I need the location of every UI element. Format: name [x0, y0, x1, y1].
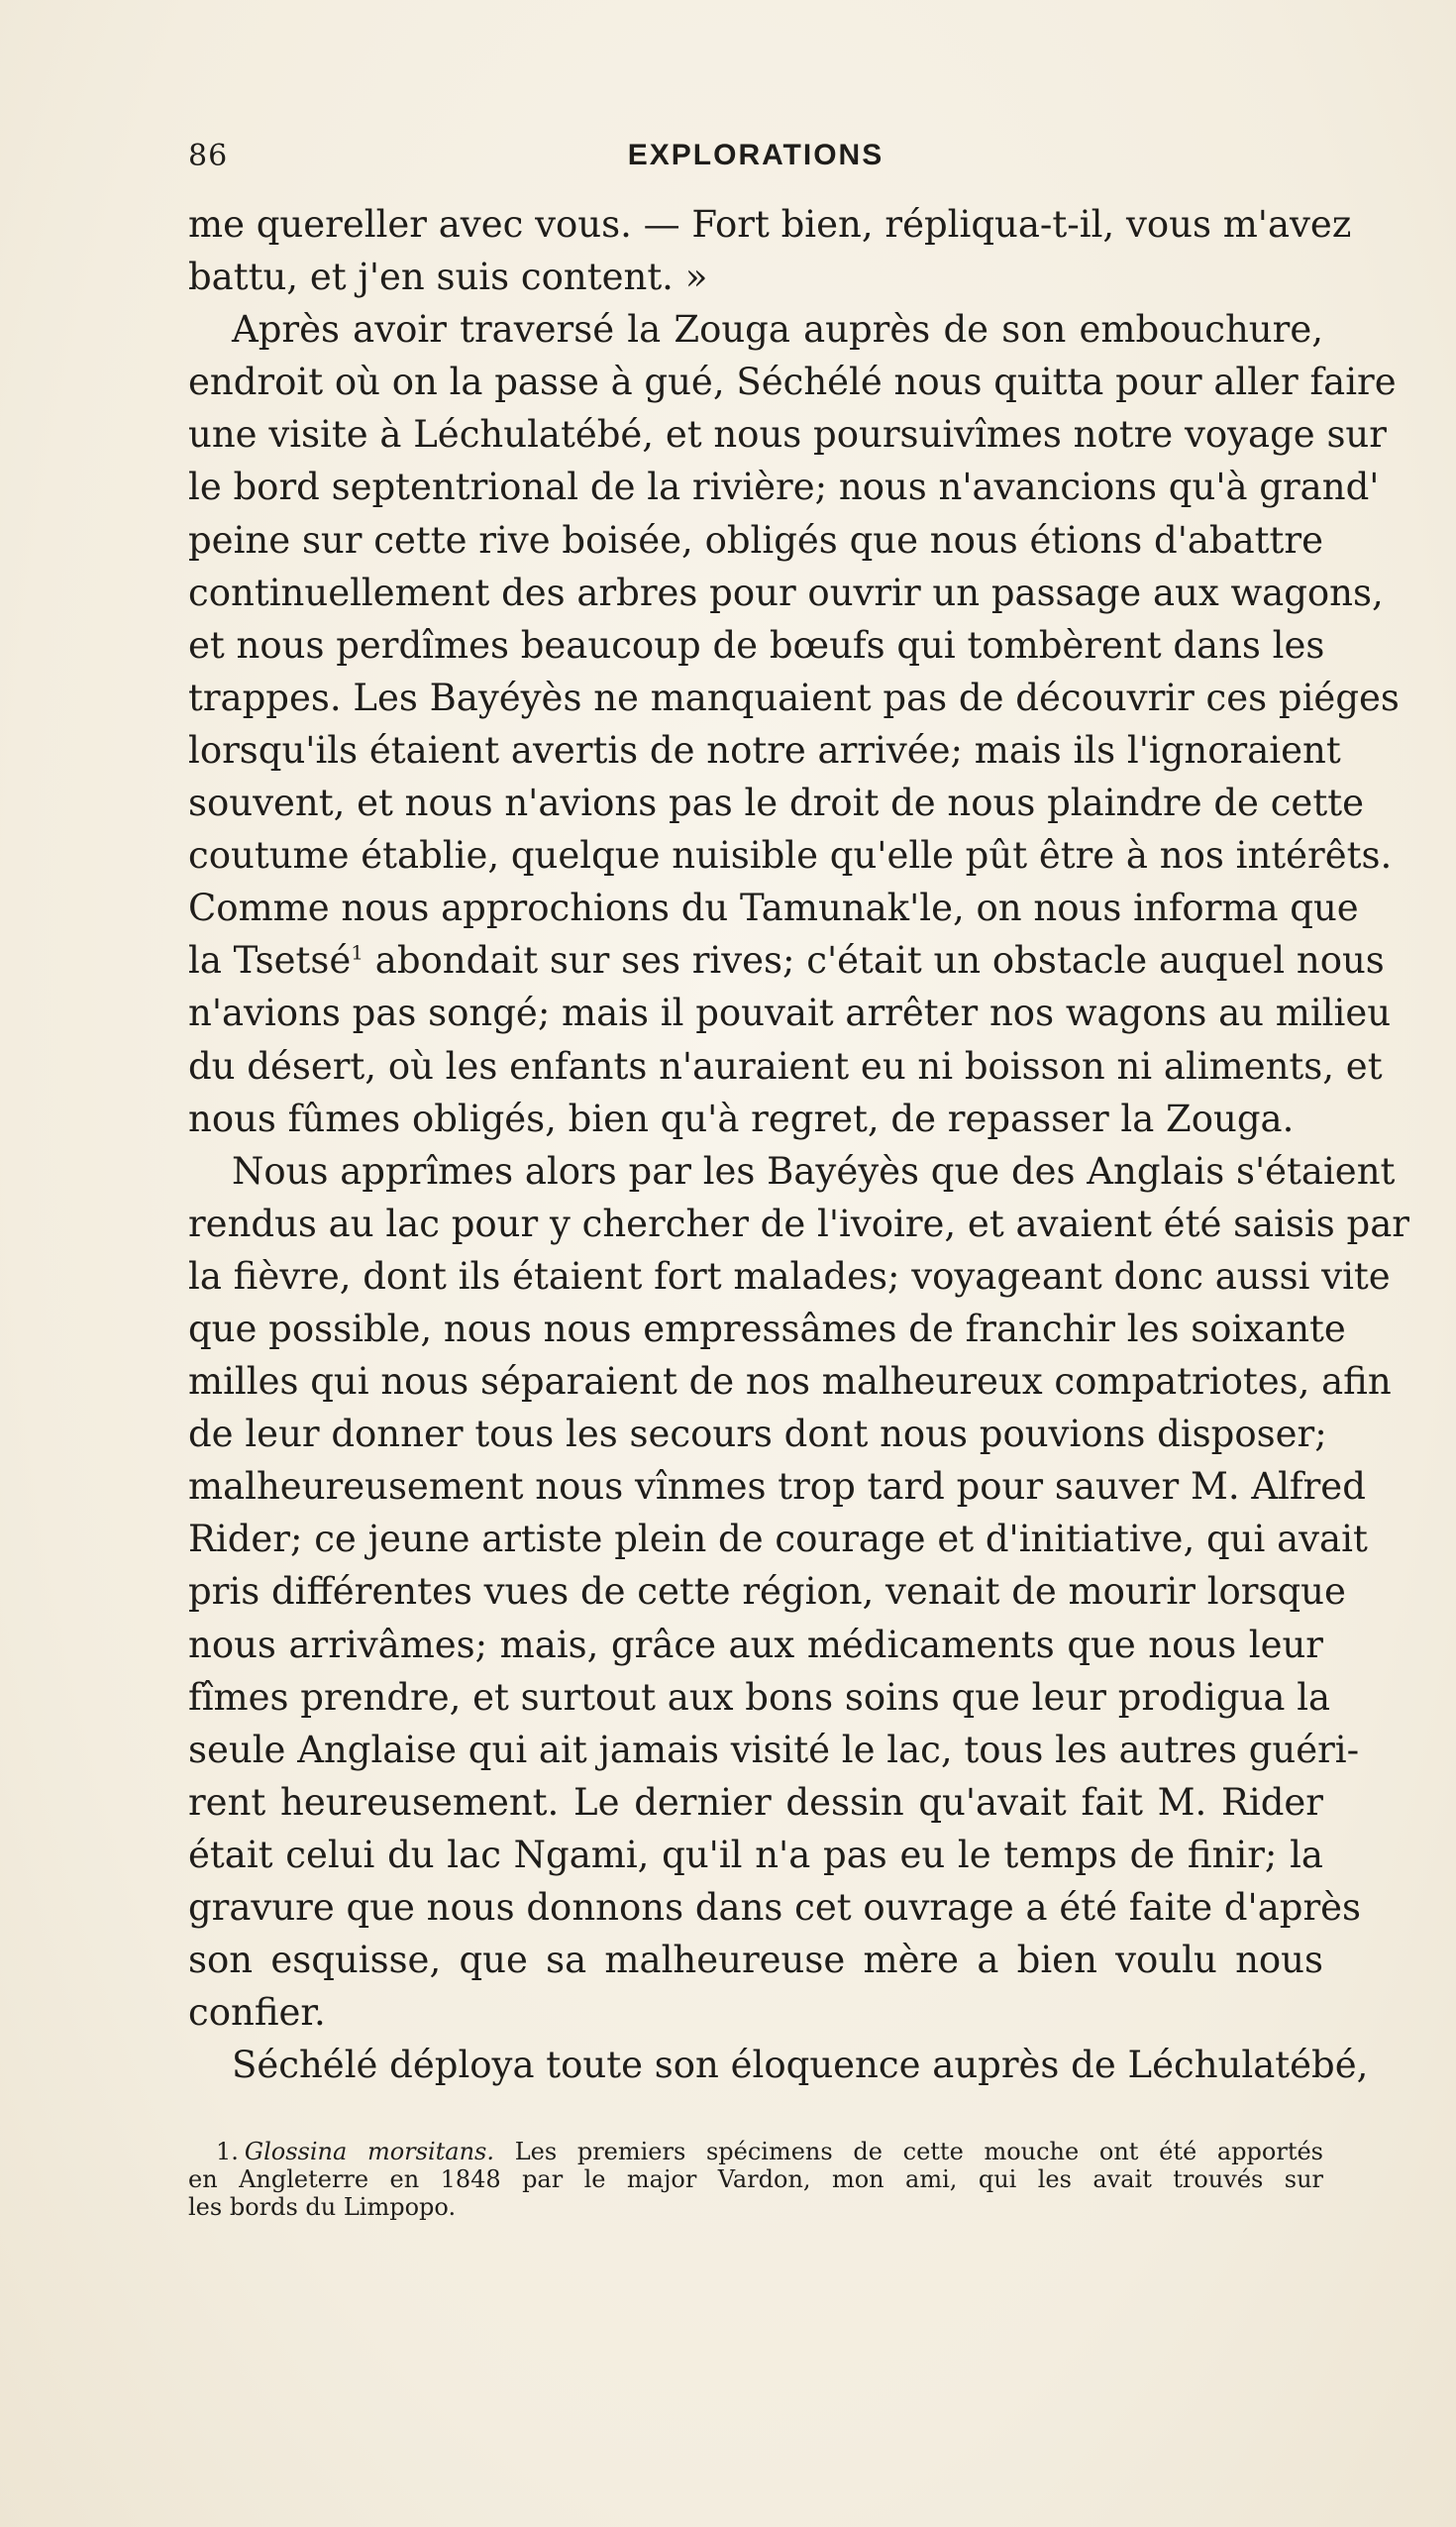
body-text — [188, 198, 1409, 2091]
text-line: confier. — [188, 1991, 326, 2035]
text-line: coutume établie, quelque nuisible qu'elle pût être à nos intérêts. — [188, 834, 1393, 878]
text-line: nous arrivâmes; mais, grâce aux médicaments que nous leur — [188, 1623, 1323, 1666]
text-line: souvent, et nous n'avions pas le droit de nous plaindre de cette — [188, 782, 1364, 825]
footnote-text: Les premiers spécimens de cette mouche ont été apportés — [514, 2138, 1323, 2165]
text-line: battu, et j'en suis content. » — [188, 256, 708, 299]
footnote-line: les bords du Limpopo. — [188, 2193, 457, 2221]
footnote-reference: 1 — [351, 940, 364, 965]
page-number: 86 — [188, 139, 229, 173]
text-line: que possible, nous nous empressâmes de franchir les soixante — [188, 1307, 1346, 1350]
text-line: la fièvre, dont ils étaient fort malades; voyageant donc aussi vite — [188, 1254, 1391, 1298]
text-line: continuellement des arbres pour ouvrir un passage aux wagons, — [188, 571, 1384, 614]
text-line: n'avions pas songé; mais il pouvait arrêter nos wagons au milieu — [188, 992, 1392, 1035]
text-line: une visite à Léchulatébé, et nous poursuivîmes notre voyage sur — [188, 413, 1387, 457]
page-header — [188, 139, 1323, 178]
text-line: malheureusement nous vînmes trop tard pour sauver M. Alfred — [188, 1465, 1366, 1509]
text-line: du désert, où les enfants n'auraient eu ni boisson ni aliments, et — [188, 1044, 1383, 1088]
text-line: seule Anglaise qui ait jamais visité le lac, tous les autres guéri- — [188, 1728, 1360, 1771]
text-line: gravure que nous donnons dans cet ouvrage a été faite d'après — [188, 1886, 1362, 1929]
text-line: nous fûmes obligés, bien qu'à regret, de repasser la Zouga. — [188, 1097, 1295, 1140]
text-line: et nous perdîmes beaucoup de bœufs qui tombèrent dans les — [188, 623, 1325, 667]
tsetse-word: la Tsetsé — [188, 939, 352, 983]
text-line: était celui du lac Ngami, qu'il n'a pas eu le temps de finir; la — [188, 1833, 1323, 1876]
paragraph-start-line: Après avoir traversé la Zouga auprès de son embouchure, — [232, 308, 1323, 352]
text-line: le bord septentrional de la rivière; nous n'avancions qu'à grand' — [188, 466, 1380, 509]
text-line: milles qui nous séparaient de nos malheureux compatriotes, afin — [188, 1360, 1392, 1404]
text-line: lorsqu'ils étaient avertis de notre arrivée; mais ils l'ignoraient — [188, 728, 1341, 772]
line-continuation: abondait sur ses rives; c'était un obstacle auquel nous — [374, 939, 1385, 983]
text-line: endroit où on la passe à gué, Séchélé nous quitta pour aller faire — [188, 361, 1397, 404]
footnote-line: en Angleterre en 1848 par le major Vardon, mon ami, qui les avait trouvés sur — [188, 2165, 1323, 2193]
footnote-line — [188, 2138, 1323, 2165]
text-line: me quereller avec vous. — Fort bien, répliqua-t-il, vous m'avez — [188, 203, 1352, 246]
running-title: EXPLORATIONS — [627, 139, 884, 171]
paragraph-start-line: Nous apprîmes alors par les Bayéyès que des Anglais s'étaient — [232, 1149, 1396, 1193]
text-line: trappes. Les Bayéyès ne manquaient pas de découvrir ces piéges — [188, 676, 1400, 719]
text-line: rendus au lac pour y chercher de l'ivoire, et avaient été saisis par — [188, 1202, 1409, 1245]
text-line: de leur donner tous les secours dont nous pouvions disposer; — [188, 1413, 1327, 1456]
text-line: Rider; ce jeune artiste plein de courage et d'initiative, qui avait — [188, 1518, 1368, 1561]
footnote-species: Glossina morsitans. — [244, 2138, 494, 2165]
text-line: Comme nous approchions du Tamunak'le, on nous informa que — [188, 887, 1359, 930]
text-line: fîmes prendre, et surtout aux bons soins que leur prodigua la — [188, 1675, 1331, 1719]
text-line-with-footnote — [188, 934, 1385, 987]
paragraph-start-line: Séchélé déploya toute son éloquence auprès de Léchulatébé, — [232, 2044, 1369, 2087]
text-line: pris différentes vues de cette région, venait de mourir lorsque — [188, 1570, 1346, 1614]
text-line: rent heureusement. Le dernier dessin qu'avait fait M. Rider — [188, 1780, 1323, 1824]
text-line: son esquisse, que sa malheureuse mère a bien voulu nous — [188, 1939, 1323, 1982]
footnote — [188, 2138, 1323, 2221]
text-line: peine sur cette rive boisée, obligés que nous étions d'abattre — [188, 518, 1323, 562]
footnote-number: 1. — [216, 2138, 239, 2165]
